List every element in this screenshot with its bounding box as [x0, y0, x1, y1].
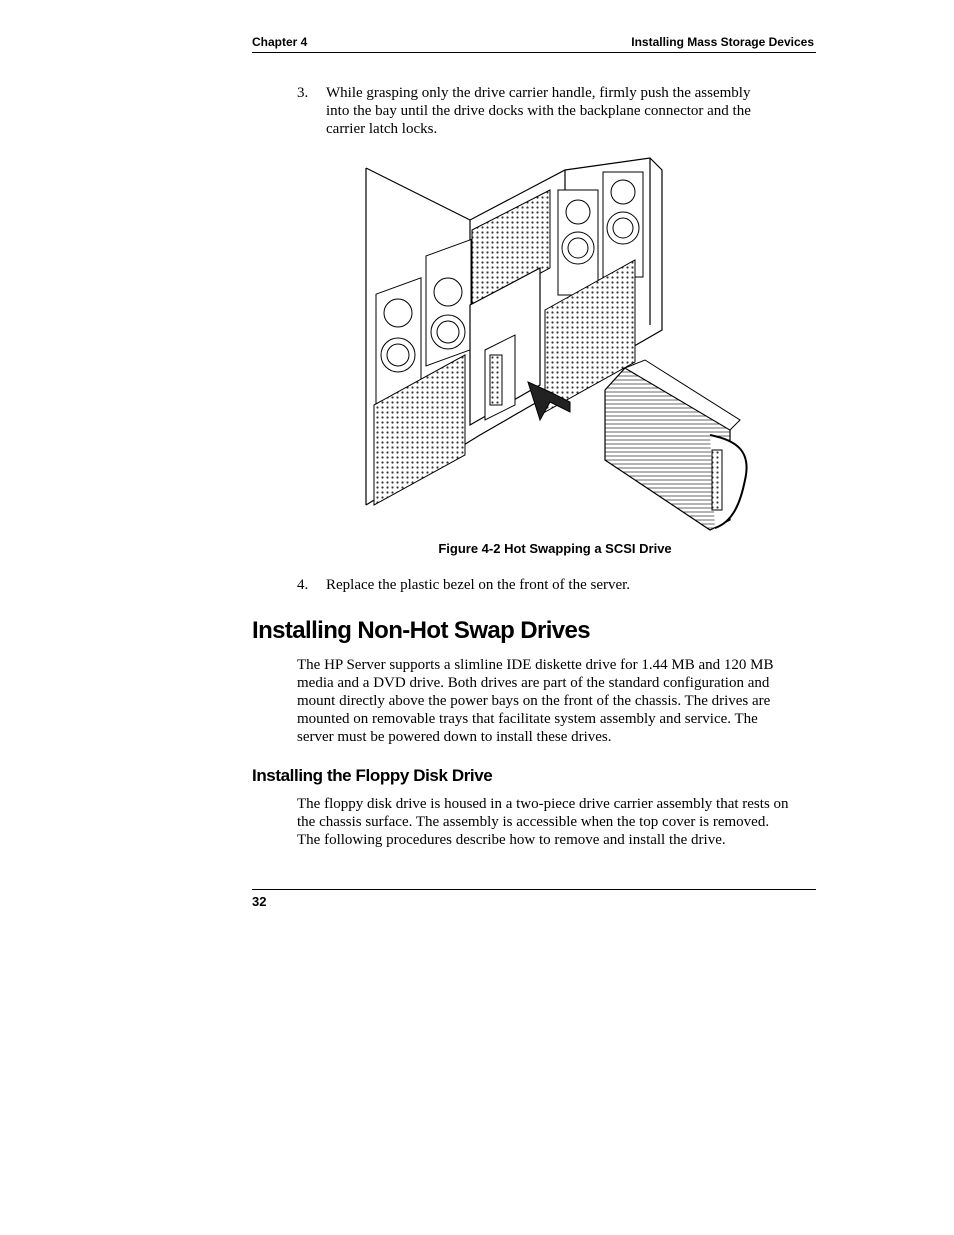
paragraph-line: mounted on removable trays that facilitate system assembly and service. The: [297, 711, 758, 727]
page-header: [252, 34, 816, 53]
step-number: 4.: [297, 577, 309, 593]
step-number: 3.: [297, 85, 309, 101]
paragraph-line: mount directly above the power bays on the front of the chassis. The drives are: [297, 693, 771, 709]
paragraph-line: The HP Server supports a slimline IDE diskette drive for 1.44 MB and 120 MB: [297, 657, 774, 673]
figure-server-drive-illustration: [360, 150, 760, 535]
paragraph-line: The following procedures describe how to remove and install the drive.: [297, 832, 726, 848]
chapter-title: Installing Mass Storage Devices: [631, 35, 814, 49]
paragraph-line: media and a DVD drive. Both drives are part of the standard configuration and: [297, 675, 770, 691]
step-4: [297, 576, 777, 594]
section-paragraph: [297, 656, 817, 746]
figure-caption: Figure 4-2 Hot Swapping a SCSI Drive: [438, 541, 672, 556]
subsection-heading: Installing the Floppy Disk Drive: [252, 766, 493, 785]
step-text-line: carrier latch locks.: [326, 121, 438, 137]
paragraph-line: server must be powered down to install these drives.: [297, 729, 612, 745]
page-footer: [252, 889, 816, 909]
subsection-paragraph: [297, 795, 817, 849]
step-text-line: While grasping only the drive carrier handle, firmly push the assembly: [326, 85, 751, 101]
chapter-label: Chapter 4: [252, 35, 308, 49]
step-text-line: into the bay until the drive docks with the backplane connector and the: [326, 103, 751, 119]
step-3: [297, 84, 777, 138]
step-text-line: Replace the plastic bezel on the front of the server.: [326, 577, 631, 593]
page-number: 32: [252, 894, 267, 909]
paragraph-line: The floppy disk drive is housed in a two-piece drive carrier assembly that rests on: [297, 796, 789, 812]
step-text: [326, 84, 777, 138]
step-text: [326, 576, 777, 594]
paragraph-line: the chassis surface. The assembly is accessible when the top cover is removed.: [297, 814, 770, 830]
server-drive-illustration: [360, 150, 760, 535]
section-heading: Installing Non-Hot Swap Drives: [252, 617, 591, 644]
